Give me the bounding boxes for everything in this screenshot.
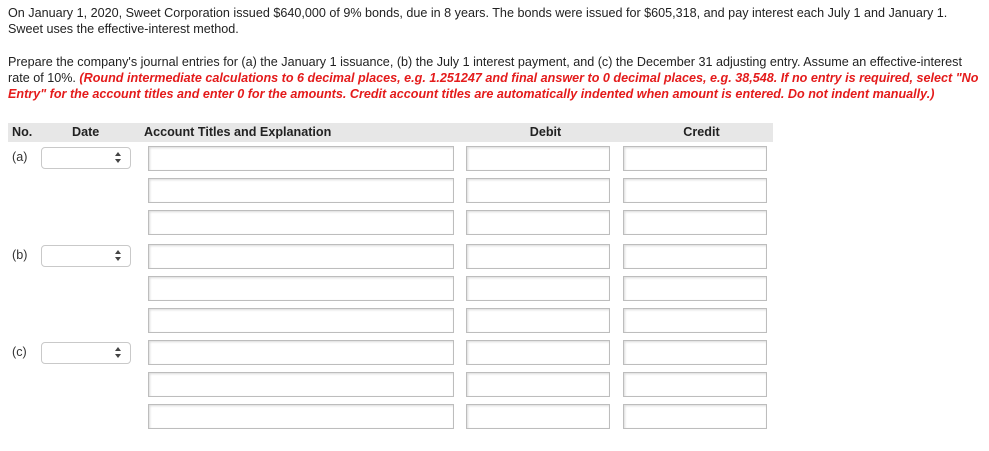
credit-input[interactable] xyxy=(623,146,767,171)
problem-prompt-block xyxy=(8,54,983,102)
date-select[interactable] xyxy=(41,245,131,267)
credit-input[interactable] xyxy=(623,372,767,397)
up-down-arrows-icon xyxy=(115,250,123,263)
account-title-input[interactable] xyxy=(148,244,454,269)
account-title-input[interactable] xyxy=(148,404,454,429)
account-title-input[interactable] xyxy=(148,146,454,171)
debit-input[interactable] xyxy=(466,340,610,365)
credit-input[interactable] xyxy=(623,210,767,235)
debit-input[interactable] xyxy=(466,372,610,397)
debit-input[interactable] xyxy=(466,210,610,235)
header-date: Date xyxy=(72,125,100,139)
debit-input[interactable] xyxy=(466,308,610,333)
credit-input[interactable] xyxy=(623,276,767,301)
problem-intro: On January 1, 2020, Sweet Corporation issued $640,000 of 9% bonds, due in 8 years. The bonds were issued for $605,318, and pay interest each July 1 and January 1. Sweet uses the effective-interest method. xyxy=(8,6,948,36)
debit-input[interactable] xyxy=(466,404,610,429)
problem-instructions: (Round intermediate calculations to 6 decimal places, e.g. 1.251247 and final answer to 0 decimal places, e.g. 38,548. If no entry is required, select "No Entry" for the account titles and enter 0 for the amounts. Credit account titles are automatically indented when amount is entered. Do not indent manually.) xyxy=(8,71,979,101)
journal-table-header xyxy=(8,123,773,142)
header-account: Account Titles and Explanation xyxy=(144,125,332,139)
entry-label: (b) xyxy=(12,248,28,262)
date-select[interactable] xyxy=(41,147,131,169)
debit-input[interactable] xyxy=(466,178,610,203)
debit-input[interactable] xyxy=(466,146,610,171)
problem-prompt: Prepare the company's journal entries for (a) the January 1 issuance, (b) the July 1 interest payment, and (c) the December 31 adjusting entry. Assume an effective-interest rate of 10%. xyxy=(8,55,962,85)
credit-input[interactable] xyxy=(623,340,767,365)
entry-label: (a) xyxy=(12,150,28,164)
credit-input[interactable] xyxy=(623,308,767,333)
account-title-input[interactable] xyxy=(148,308,454,333)
header-no: No. xyxy=(12,125,33,139)
date-select[interactable] xyxy=(41,342,131,364)
account-title-input[interactable] xyxy=(148,178,454,203)
credit-input[interactable] xyxy=(623,404,767,429)
credit-input[interactable] xyxy=(623,244,767,269)
account-title-input[interactable] xyxy=(148,340,454,365)
up-down-arrows-icon xyxy=(115,347,123,360)
header-debit: Debit xyxy=(529,125,562,139)
debit-input[interactable] xyxy=(466,276,610,301)
entry-label: (c) xyxy=(12,345,27,359)
account-title-input[interactable] xyxy=(148,276,454,301)
debit-input[interactable] xyxy=(466,244,610,269)
up-down-arrows-icon xyxy=(115,152,123,165)
account-title-input[interactable] xyxy=(148,372,454,397)
account-title-input[interactable] xyxy=(148,210,454,235)
header-credit: Credit xyxy=(683,125,720,139)
credit-input[interactable] xyxy=(623,178,767,203)
